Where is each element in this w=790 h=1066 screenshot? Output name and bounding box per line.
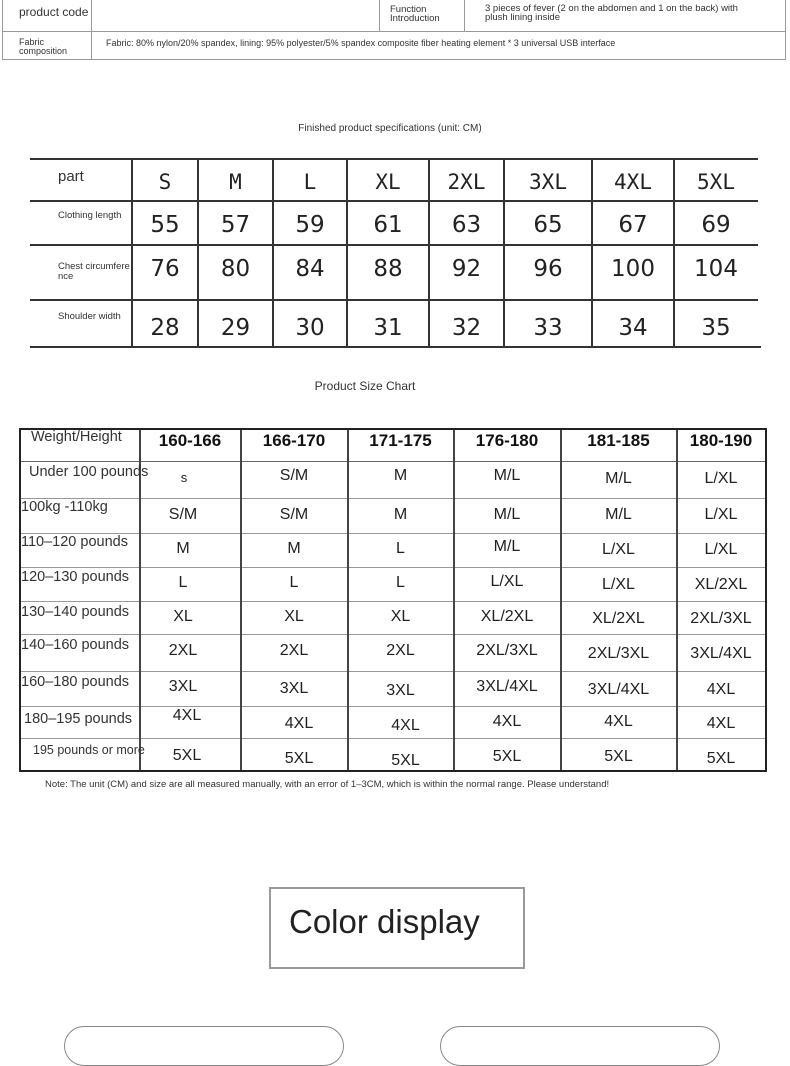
size-value: L/XL	[602, 541, 635, 558]
spec-value: 84	[295, 256, 325, 282]
weight-label: 110–120 pounds	[21, 534, 128, 550]
spec-value: 76	[150, 256, 180, 282]
size-value: M	[287, 540, 301, 557]
size-value: M	[393, 506, 408, 523]
size-value: M/L	[493, 538, 521, 555]
weight-label: Under 100 pounds	[29, 464, 149, 480]
height-header: 181-185	[587, 431, 650, 450]
weight-label: 130–140 pounds	[21, 604, 130, 620]
size-value: 3XL/4XL	[690, 645, 752, 662]
spec-value: 67	[618, 212, 648, 238]
spec-table-caption: Finished product specifications (unit: CM)	[298, 123, 482, 134]
size-chart-corner-header: Weight/Height	[31, 429, 122, 445]
fabric-value-cell	[92, 31, 785, 60]
size-value: 4XL	[706, 715, 736, 732]
spec-value: 55	[150, 212, 180, 238]
size-value: L	[396, 540, 405, 557]
spec-value: 31	[373, 315, 403, 341]
size-value: XL	[173, 608, 193, 625]
product-code-label-cell	[3, 0, 91, 31]
product-code-label: product code	[19, 5, 89, 19]
spec-value: 28	[150, 315, 180, 341]
spec-size-header: 5XL	[697, 170, 735, 194]
fabric-label-line2: composition	[19, 46, 68, 56]
spec-value: 32	[451, 315, 482, 341]
size-value: L/XL	[490, 573, 524, 590]
size-value: 3XL	[279, 680, 309, 697]
spec-value: 100	[611, 256, 655, 282]
spec-value: 29	[220, 315, 251, 341]
spec-value: 33	[533, 315, 563, 341]
size-value: L/XL	[704, 506, 738, 523]
spec-row-label-shoulder-width: Shoulder width	[58, 311, 121, 322]
function-label-cell	[380, 0, 464, 31]
spec-value: 92	[451, 256, 482, 282]
size-value: 4XL	[492, 713, 522, 730]
spec-value: 69	[701, 212, 731, 238]
size-value: XL/2XL	[694, 576, 748, 593]
weight-label: 140–160 pounds	[21, 637, 130, 653]
size-value: S/M	[168, 506, 198, 523]
weight-label: 180–195 pounds	[24, 711, 133, 727]
size-value: S/M	[279, 506, 309, 523]
size-value: s	[180, 470, 188, 485]
size-value: 2XL/3XL	[476, 642, 538, 659]
fabric-value: Fabric: 80% nylon/20% spandex, lining: 95% polyester/5% spandex composite fiber heating element * 3 universal USB interface	[106, 38, 616, 48]
size-value: 4XL	[604, 713, 633, 730]
size-value: S/M	[279, 467, 309, 484]
size-value: XL/2XL	[480, 608, 534, 625]
height-header: 160-166	[158, 431, 222, 450]
size-value: 2XL/3XL	[587, 645, 650, 662]
spec-value: 34	[618, 315, 648, 341]
spec-row-label-clothing-length: Clothing length	[58, 210, 122, 221]
size-value: 3XL/4XL	[587, 681, 650, 698]
size-value: L/XL	[602, 576, 635, 593]
spec-value: 104	[694, 256, 738, 282]
size-value: M/L	[493, 467, 521, 484]
size-value: 5XL	[706, 750, 736, 767]
size-chart-title: Product Size Chart	[314, 379, 416, 393]
size-value: XL	[390, 608, 411, 625]
size-value: M/L	[605, 506, 632, 523]
spec-value: 65	[533, 212, 563, 238]
size-value: L	[289, 574, 299, 591]
spec-size-header: 3XL	[529, 170, 567, 194]
size-value: 2XL/3XL	[690, 610, 752, 627]
size-value: M/L	[605, 470, 632, 487]
spec-value: 35	[701, 315, 731, 341]
spec-size-header: S	[158, 170, 172, 194]
spec-value: 61	[373, 212, 403, 238]
function-value-line1: 3 pieces of fever (2 on the abdomen and 1 on the back) with	[485, 3, 738, 14]
size-value: 4XL	[284, 715, 314, 732]
size-value: L/XL	[704, 541, 738, 558]
spec-size-header: L	[303, 170, 317, 194]
size-value: 2XL	[279, 642, 309, 659]
spec-row-label-chest	[58, 262, 130, 282]
spec-value: 30	[295, 315, 325, 341]
spec-size-header: M	[229, 170, 242, 194]
height-header: 176-180	[475, 431, 539, 450]
size-value: 3XL/4XL	[476, 678, 538, 695]
size-value: XL	[284, 608, 304, 625]
color-swatch-frame-right	[440, 1026, 720, 1066]
spec-table	[30, 158, 760, 348]
spec-row-label-chest-line1: Chest circumfere	[58, 261, 130, 272]
color-display-label: Color display	[289, 903, 480, 940]
size-value: XL/2XL	[592, 610, 645, 627]
spec-size-header: 2XL	[447, 170, 486, 194]
function-value-line2: plush lining inside	[485, 12, 560, 23]
size-value: 5XL	[492, 748, 522, 765]
spec-size-header: XL	[375, 170, 401, 194]
product-info-table	[2, 0, 786, 60]
function-label-line1: Function	[390, 4, 427, 15]
size-value: 2XL	[168, 642, 198, 659]
weight-label: 160–180 pounds	[21, 674, 130, 690]
fabric-label-line1: Fabric	[19, 37, 45, 47]
spec-value: 88	[373, 256, 403, 282]
size-value: L	[396, 574, 405, 591]
size-value: 4XL	[391, 717, 420, 734]
size-chart-note: Note: The unit (CM) and size are all measured manually, with an error of 1–3CM, which is within the normal range. Please understand!	[45, 779, 610, 790]
size-value: 5XL	[284, 750, 314, 767]
color-display-heading	[269, 887, 525, 969]
size-chart-table	[19, 428, 767, 772]
spec-value: 57	[220, 212, 251, 238]
product-code-value-cell	[92, 0, 379, 31]
weight-label: 195 pounds or more	[33, 743, 145, 757]
size-value: 2XL	[386, 642, 415, 659]
size-value: M	[176, 540, 190, 557]
function-label-line2: Introduction	[390, 13, 440, 24]
height-header: 180-190	[689, 431, 753, 450]
height-header: 171-175	[369, 431, 432, 450]
height-header: 166-170	[262, 431, 326, 450]
spec-size-header: 4XL	[614, 170, 652, 194]
size-value: 3XL	[168, 678, 198, 695]
spec-value: 80	[220, 256, 251, 282]
color-swatch-frame-left	[64, 1026, 344, 1066]
weight-label: 120–130 pounds	[21, 569, 130, 585]
size-value: 3XL	[386, 682, 415, 699]
function-value-cell	[465, 0, 785, 31]
fabric-label-cell	[3, 31, 91, 60]
weight-label: 100kg -110kg	[21, 499, 108, 515]
info-row-product-code	[3, 0, 785, 32]
size-value: 4XL	[172, 707, 202, 724]
size-value: M	[393, 467, 408, 484]
size-value: L	[178, 574, 188, 591]
info-row-fabric	[3, 31, 785, 60]
size-value: M/L	[493, 506, 521, 523]
size-value: 4XL	[706, 681, 736, 698]
size-value: 5XL	[172, 747, 202, 764]
spec-part-header: part	[58, 168, 84, 185]
spec-value: 63	[451, 212, 482, 238]
size-value: 5XL	[391, 752, 420, 769]
size-value: 5XL	[604, 748, 633, 765]
spec-value: 59	[295, 212, 325, 238]
size-value: L/XL	[704, 470, 738, 487]
spec-value: 96	[533, 256, 563, 282]
spec-row-label-chest-line2: nce	[58, 271, 74, 282]
